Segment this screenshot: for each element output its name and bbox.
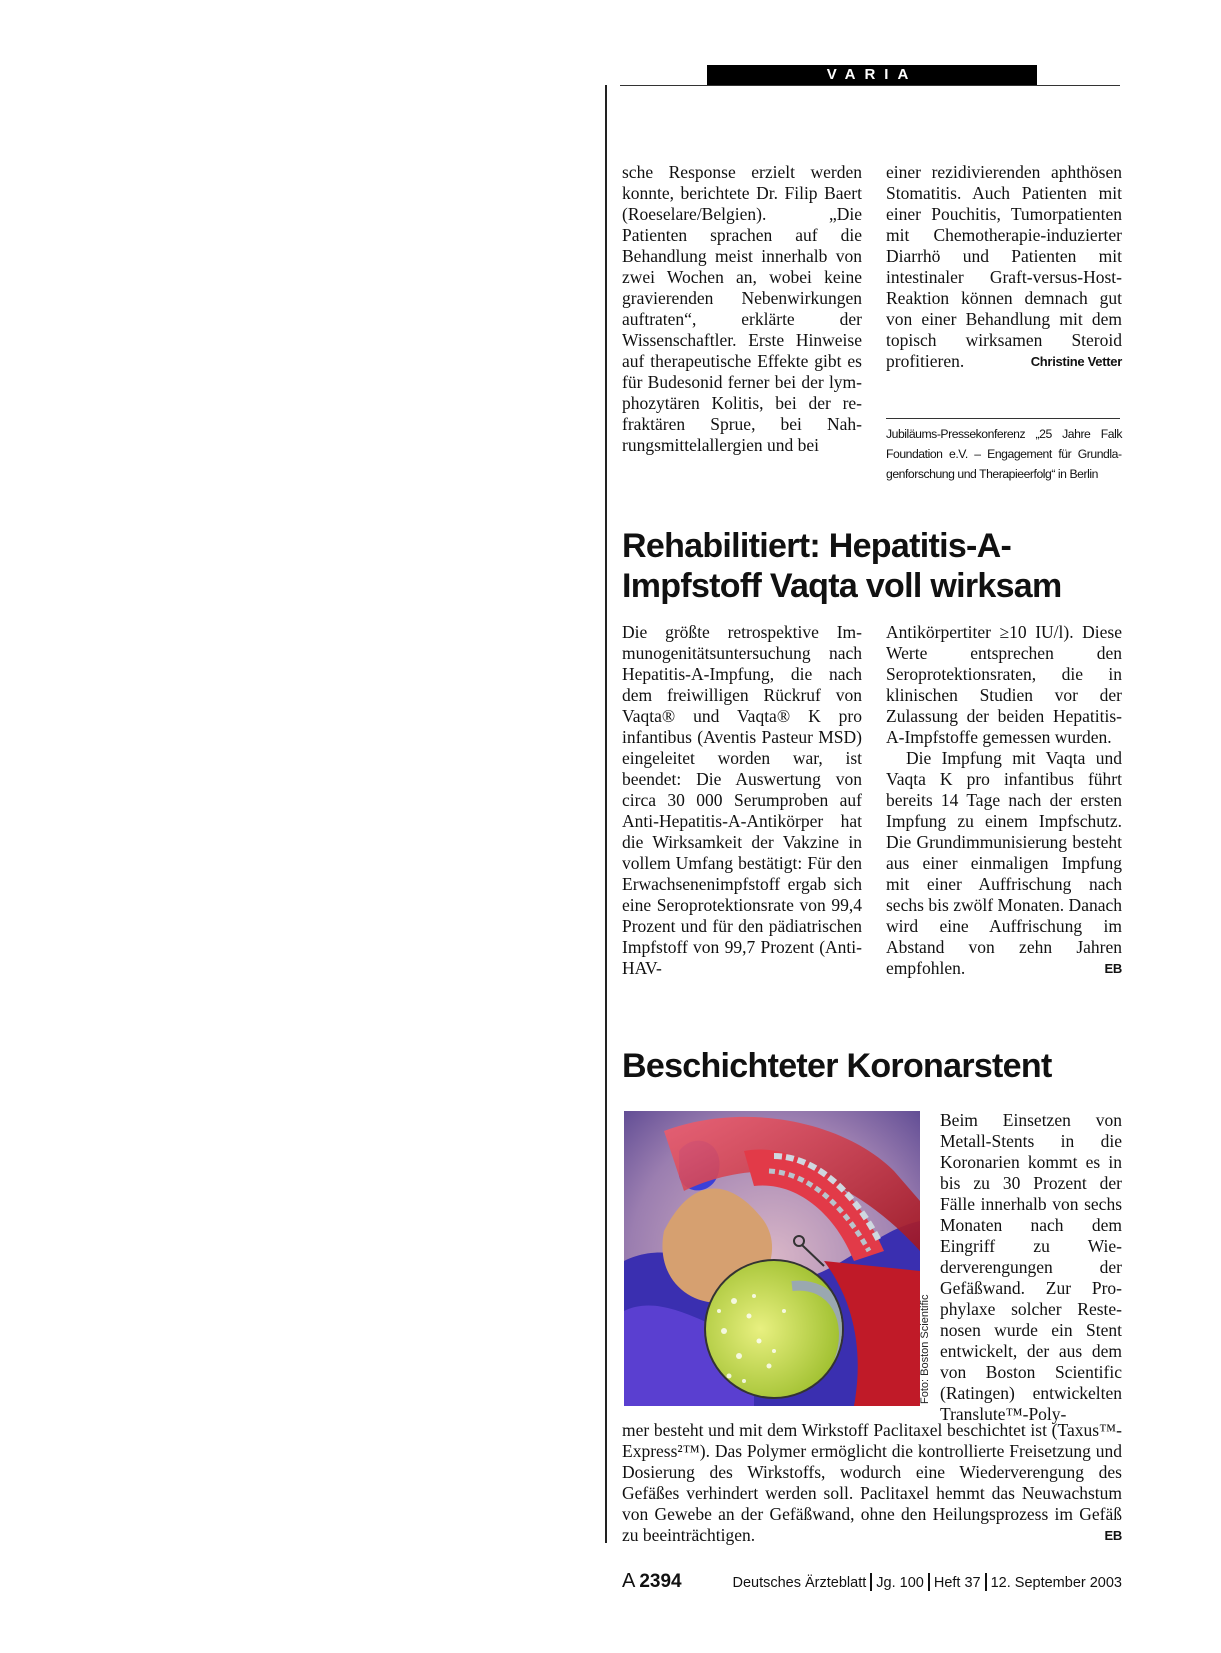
- article2-column-2: [886, 622, 1122, 979]
- article2-author: EB: [1104, 961, 1122, 976]
- article3-author: EB: [1104, 1528, 1122, 1543]
- stent-illustration-image: [624, 1111, 920, 1406]
- source-divider: [886, 418, 1120, 419]
- column-rule: [605, 85, 607, 1543]
- article1-column-2: [886, 162, 1122, 372]
- article1-column-1: [622, 162, 862, 456]
- article3-headline: Beschichteter Koronarstent: [622, 1047, 1052, 1085]
- section-label: VARIA: [707, 65, 1037, 85]
- article2-headline: [622, 526, 1062, 606]
- separator: [928, 1573, 930, 1591]
- article2-col1-text: Die größte retrospektive Immunogenitätsuntersuchung nach Hepatitis-A-Impfung, die nach dem freiwilligen Rückruf von Vaqta® und Vaqta® K pro infantibus (Aventis Pasteur MSD) eingeleitet worden war, ist beendet: Die Auswertung von circa 30 000 Serumproben auf Anti-Hepatitis-A-Antikörper hat die Wirksamkeit der Vakzine in vollem Umfang bestätigt: Für den Erwachsenenimpfstoff ergab sich eine Seroprotektionsrate von 99,4 Prozent und für den pädiatrischen Impfstoff von 99,7 Prozent (Anti-HAV-: [622, 622, 862, 978]
- stent-illustration-svg: [624, 1111, 920, 1406]
- separator: [985, 1573, 987, 1591]
- article2-col2-paragraph-1: Antikörpertiter ≥10 IU/l). Diese Werte entsprechen den Seroprotektionsraten, die in klinischen Studien vor der Zulassung der beiden Hepatitis-A-Impfstoffe gemessen wurden.: [886, 622, 1122, 747]
- article1-col2-paragraph: [886, 162, 1122, 372]
- article1-source: Jubiläums-Pressekonferenz „25 Jahre Falk Foundation e.V. – Engagement für Grundlagenforschung und Therapieerfolg“ in Berlin: [886, 427, 1122, 481]
- article3-full-text: mer besteht und mit dem Wirkstoff Paclitaxel beschichtet ist (Taxus™-Express²™). Das Polymer ermöglicht die kontrollierte Freisetzung und Dosierung des Wirkstoffs, wodurch eine Wiederverengung des Gefäßes verhindert werden soll. Paclitaxel hemmt das Neuwachstum von Gewebe an der Gefäßwand, ohne den Heilungsprozess im Gefäß zu beeinträchtigen.: [622, 1420, 1122, 1545]
- article1-author: Christine Vetter: [1030, 354, 1122, 369]
- article2-col2-paragraph-2: [886, 748, 1122, 979]
- journal-info: [732, 1573, 1122, 1591]
- section-underline: [620, 85, 1120, 86]
- page-number: [622, 1570, 682, 1593]
- article3-wrap-column: [940, 1110, 1122, 1425]
- page-prefix: A: [622, 1570, 636, 1592]
- article2-col2-text: Die Impfung mit Vaqta und Vaqta K pro infantibus führt bereits 14 Tage nach der ersten Impfung zu einem Impfschutz. Die Grundimmunisierung besteht aus einer einmaligen Impfung mit einer Auffrischung nach sechs bis zwölf Monaten. Danach wird eine Auffrischung im Abstand von zehn Jahren empfohlen.: [886, 748, 1122, 978]
- article2-headline-line1: Rehabilitiert: Hepatitis-A-: [622, 527, 1012, 565]
- article1-col2-text: einer rezidivierenden aphthösen Stomatitis. Auch Patienten mit einer Pouchitis, Tumorpatienten mit Chemotherapie-induzierter Diarrhö und Patienten mit intestinaler Graft-versus-Host-Reaktion können demnach gut von einer Behandlung mit dem topisch wirksamen Steroid profitieren.: [886, 162, 1122, 371]
- photo-credit: Foto: Boston Scientific: [919, 1294, 931, 1404]
- separator: [870, 1573, 872, 1591]
- page-footer: [622, 1570, 1122, 1598]
- journal-issue: Heft 37: [933, 1575, 981, 1591]
- page-number-value: 2394: [639, 1571, 682, 1592]
- article2-headline-line2: Impfstoff Vaqta voll wirksam: [622, 567, 1062, 605]
- journal-name: Deutsches Ärzteblatt: [732, 1575, 867, 1591]
- article2-column-1: [622, 622, 862, 979]
- article3-wrap-text: Beim Einsetzen von Metall-Stents in die Koronarien kommt es in bis zu 30 Prozent der Fälle innerhalb von sechs Monaten nach dem Eingriff zu Wiederverengungen der Gefäßwand. Zur Prophylaxe solcher Restenosen wurde ein Stent entwickelt, der aus dem von Boston Scientific (Ratingen) entwickelten Translute™-Poly-: [940, 1110, 1122, 1424]
- journal-volume: Jg. 100: [876, 1575, 924, 1591]
- article1-col1-text: sche Response erzielt werden konnte, berichtete Dr. Filip Baert (Roeselare/Belgien). „Die Patienten sprachen auf die Behandlung meist innerhalb von zwei Wochen an, wobei keine gravierenden Nebenwirkungen auftraten“, erklärte der Wissenschaftler. Erste Hinweise auf therapeutische Effekte gibt es für Budesonid ferner bei der lymphozytären Kolitis, bei der refraktären Sprue, bei Nahrungsmittelallergien und bei: [622, 162, 862, 455]
- article3-full-width-text: [622, 1420, 1122, 1546]
- journal-date: 12. September 2003: [990, 1575, 1122, 1591]
